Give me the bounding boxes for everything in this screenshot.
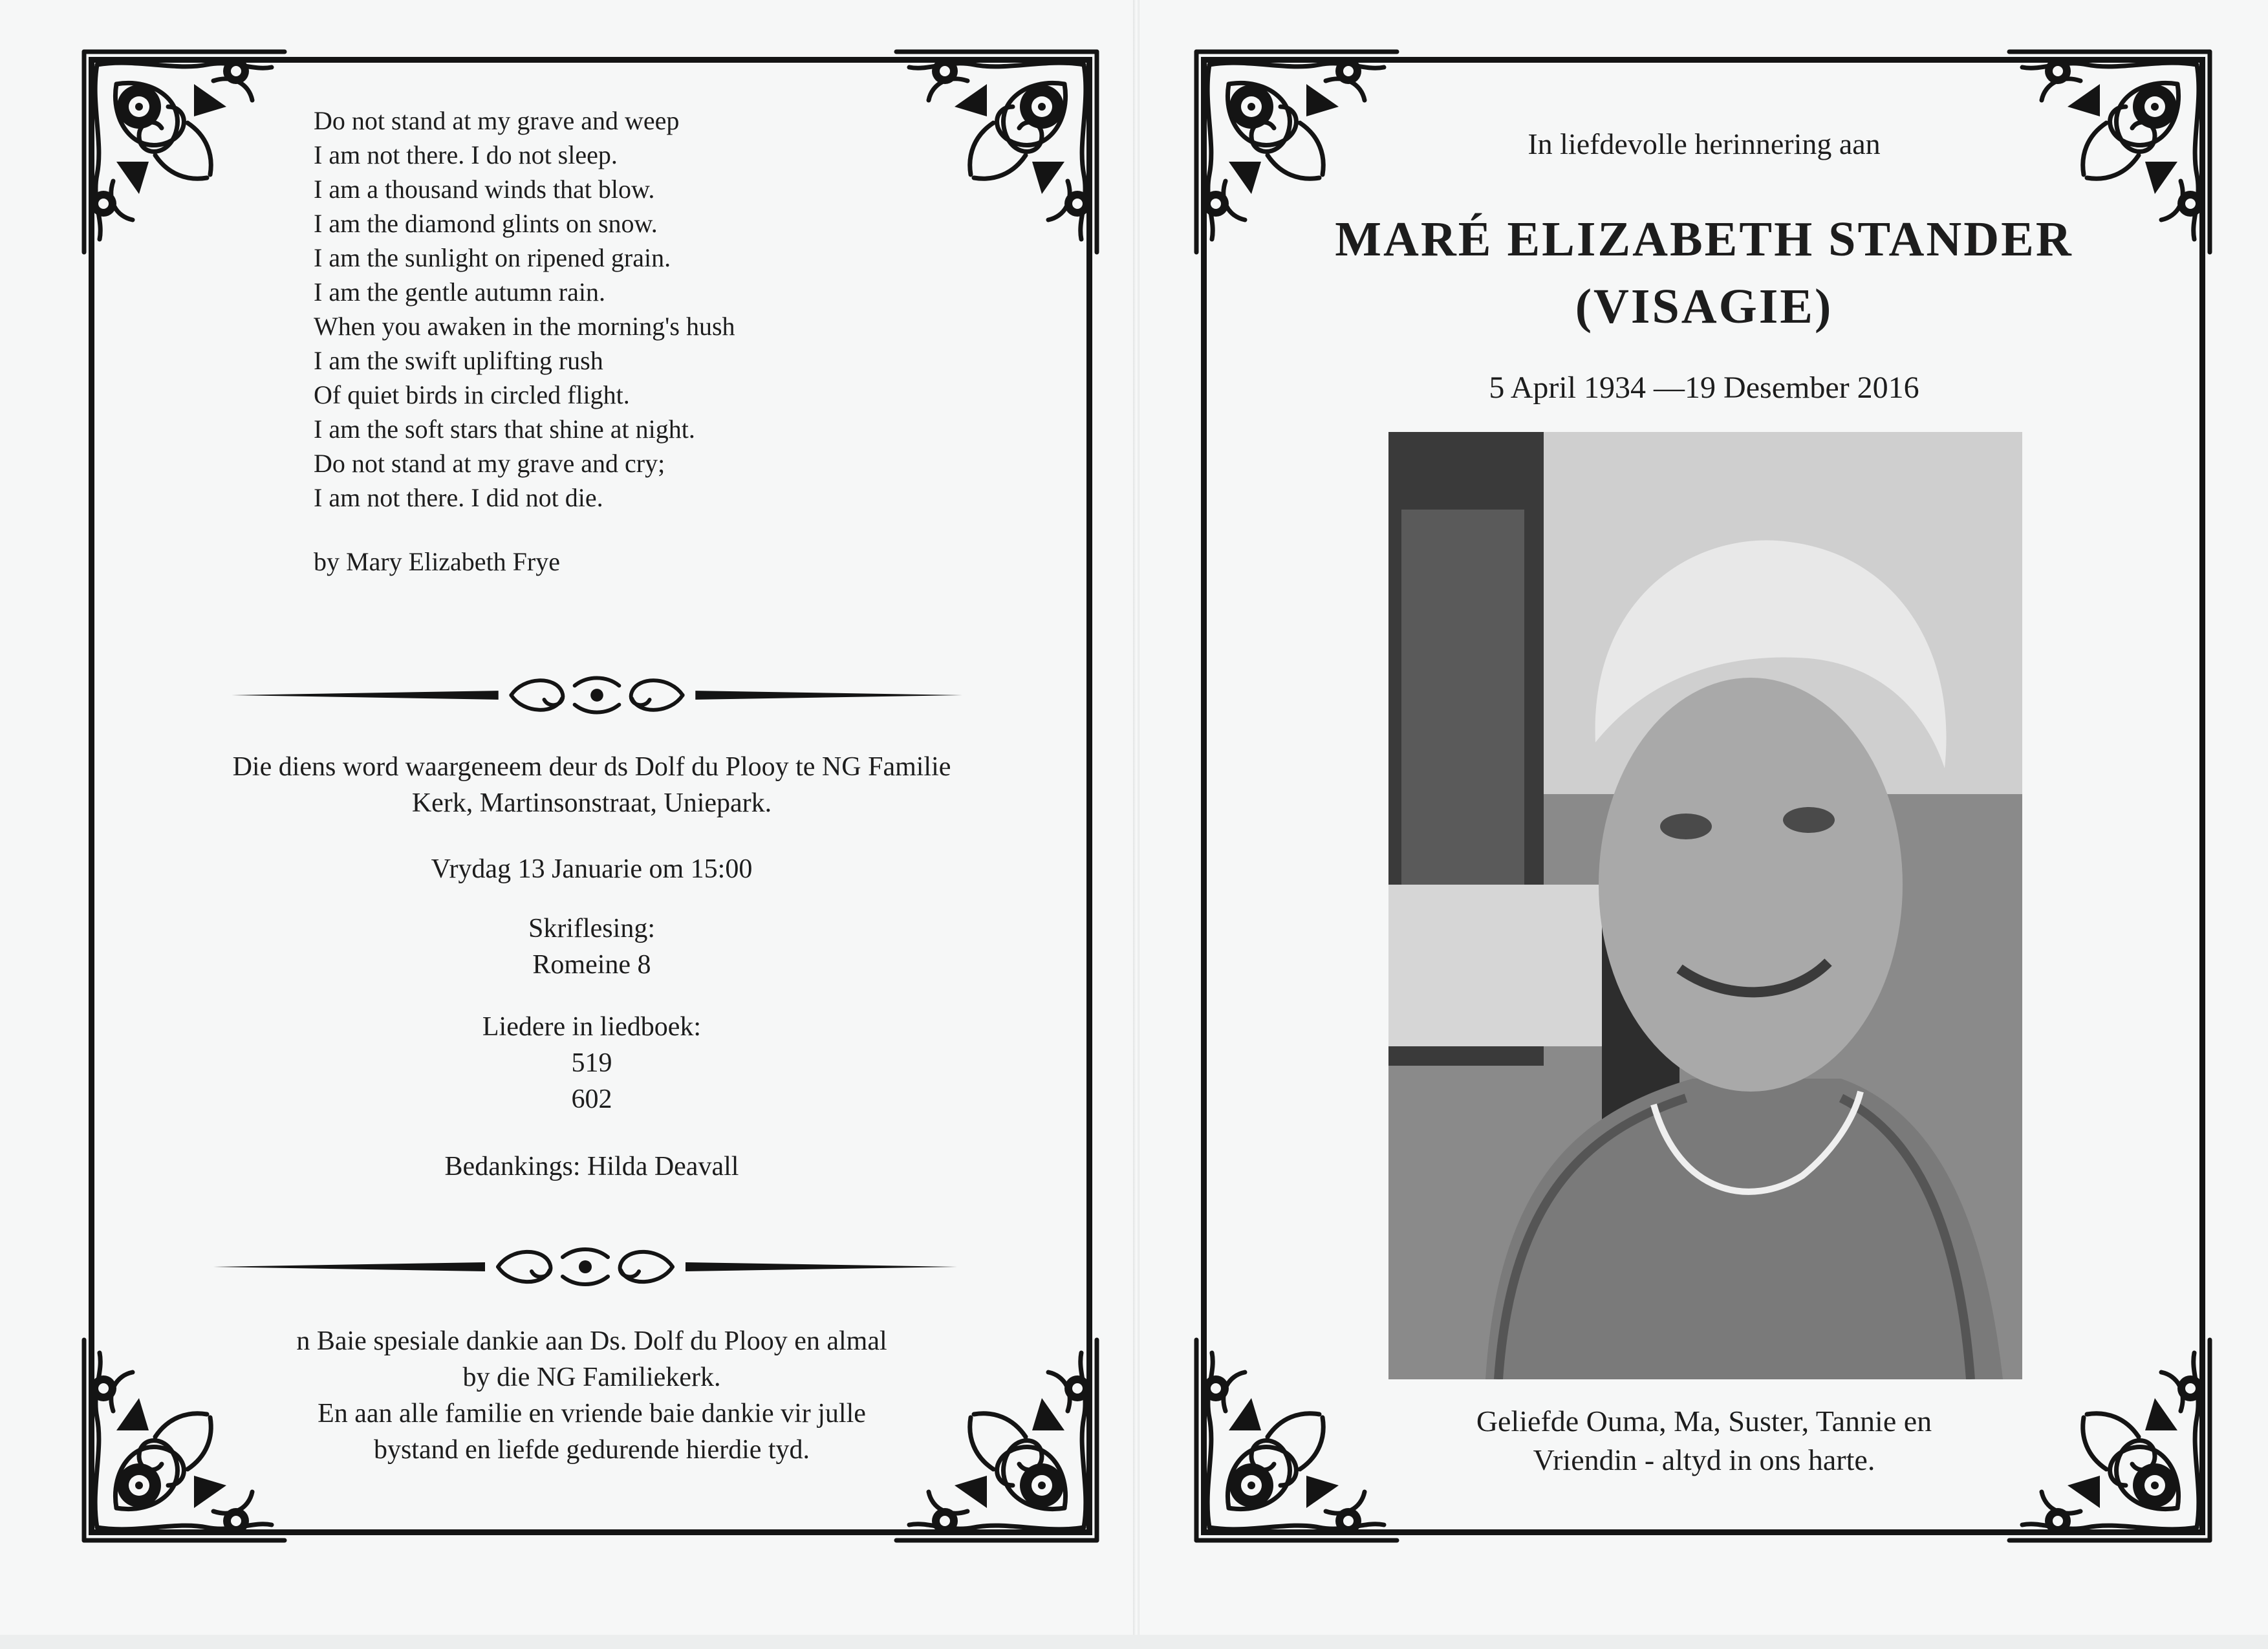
- portrait-photo: [1388, 432, 2022, 1379]
- name-line-1: MARÉ ELIZABETH STANDER: [1335, 212, 2073, 266]
- service-line-1: Die diens word waargeneem deur ds Dolf du Plooy te NG Familie: [232, 752, 951, 782]
- memorial-heading: In liefdevolle herinnering aan: [1528, 127, 1881, 160]
- reading-value: Romeine 8: [532, 950, 651, 980]
- poem-line: Do not stand at my grave and cry;: [314, 449, 665, 478]
- hymns-label: Liedere in liedboek:: [482, 1012, 702, 1042]
- poem-line: I am the gentle autumn rain.: [314, 277, 605, 307]
- hymns: [129, 1009, 1054, 1117]
- poem-line: I am not there. I do not sleep.: [314, 140, 618, 169]
- divider-ornament-bottom: [213, 1244, 957, 1289]
- corner-ornament-top-left: [78, 45, 291, 259]
- poem-line: I am the soft stars that shine at night.: [314, 415, 695, 444]
- hymn-number: 602: [571, 1084, 612, 1114]
- deceased-name: [1209, 206, 2199, 340]
- service-date-time: Vrydag 13 Januarie om 15:00: [431, 854, 753, 884]
- poem-line: I am the sunlight on ripened grain.: [314, 243, 671, 272]
- poem-line: When you awaken in the morning's hush: [314, 312, 735, 341]
- special-thanks-line-1: n Baie spesiale dankie aan Ds. Dolf du Plooy en almal: [296, 1326, 887, 1356]
- reading-label: Skriflesing:: [528, 914, 655, 943]
- tribute-tagline: [1209, 1402, 2199, 1480]
- poem-line: Of quiet birds in circled flight.: [314, 380, 630, 409]
- portrait-image: [1388, 432, 2022, 1379]
- name-line-2: (VISAGIE): [1575, 279, 1833, 334]
- tagline-line-2: Vriendin - altyd in ons harte.: [1533, 1443, 1875, 1476]
- poem-line: I am the swift uplifting rush: [314, 346, 603, 375]
- life-dates: 5 April 1934 —19 Desember 2016: [1489, 371, 1919, 405]
- poem-line: I am the diamond glints on snow.: [314, 209, 658, 238]
- divider-ornament-top: [232, 673, 962, 718]
- page-fold: [1133, 0, 1139, 1649]
- special-thanks-line-2: by die NG Familiekerk.: [462, 1363, 721, 1392]
- scripture-reading: [129, 911, 1054, 983]
- service-line-2: Kerk, Martinsonstraat, Uniepark.: [411, 788, 772, 818]
- corner-ornament-top-right: [890, 45, 1103, 259]
- poem-line: Do not stand at my grave and weep: [314, 106, 680, 135]
- service-details: [129, 749, 1054, 821]
- tagline-line-1: Geliefde Ouma, Ma, Suster, Tannie en: [1476, 1405, 1932, 1438]
- poem: [314, 103, 735, 515]
- poem-line: I am a thousand winds that blow.: [314, 175, 655, 204]
- special-thanks: [129, 1323, 1054, 1468]
- acknowledgements: Bedankings: Hilda Deavall: [444, 1152, 739, 1181]
- paper-bottom-edge: [0, 1635, 2268, 1649]
- special-thanks-line-3: En aan alle familie en vriende baie dankie vir julle: [318, 1399, 866, 1428]
- hymn-number: 519: [571, 1048, 612, 1078]
- poem-author: by Mary Elizabeth Frye: [314, 547, 560, 576]
- poem-line: I am not there. I did not die.: [314, 483, 603, 512]
- special-thanks-line-4: bystand en liefde gedurende hierdie tyd.: [373, 1435, 810, 1465]
